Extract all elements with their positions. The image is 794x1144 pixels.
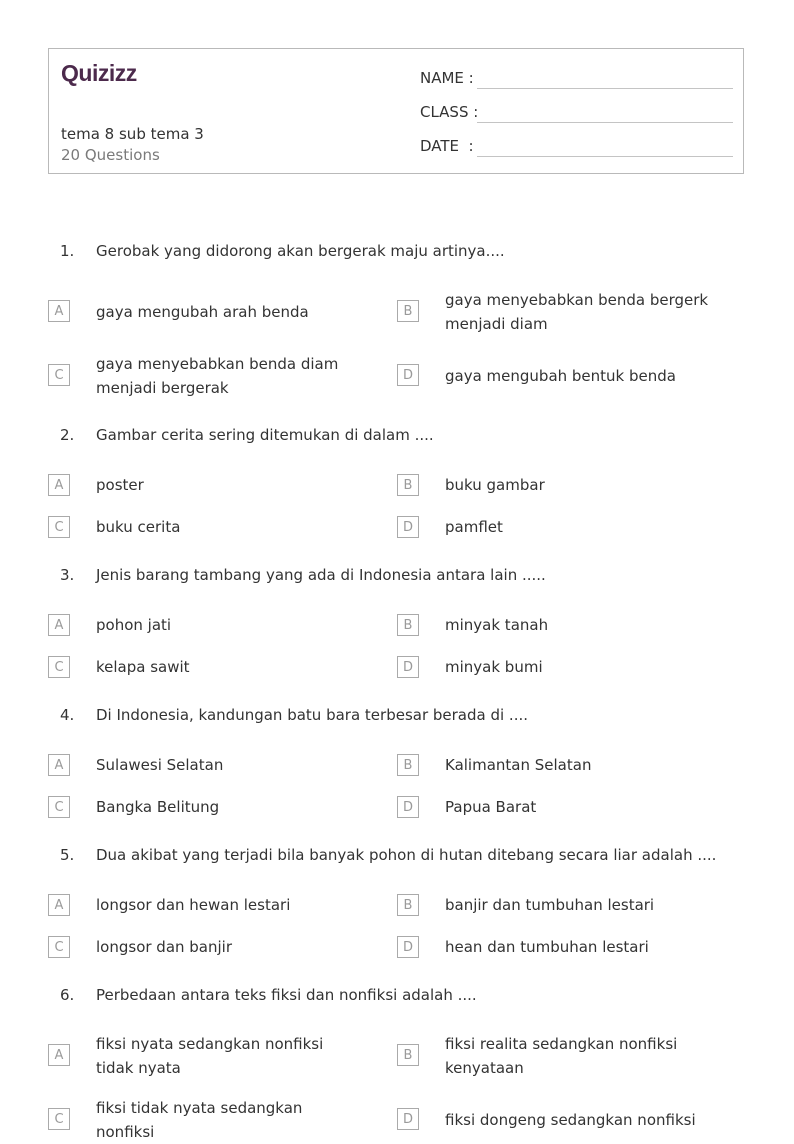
option-letter-box: D: [397, 516, 419, 538]
option-letter-box: D: [397, 656, 419, 678]
option-c[interactable]: [48, 795, 388, 819]
option-text: fiksi tidak nyata sedangkan nonfiksi: [96, 1099, 303, 1141]
option-d[interactable]: [397, 795, 737, 819]
option-letter-box: C: [48, 936, 70, 958]
option-letter-box: A: [48, 894, 70, 916]
option-b[interactable]: [397, 613, 737, 637]
option-text: gaya mengubah arah benda: [96, 303, 309, 321]
option-letter-box: D: [397, 1108, 419, 1130]
option-a[interactable]: [48, 473, 388, 497]
option-text: Bangka Belitung: [96, 798, 220, 816]
option-letter-box: C: [48, 516, 70, 538]
option-text: fiksi nyata sedangkan nonfiksi tidak nyata: [96, 1035, 324, 1077]
worksheet-header: [48, 48, 744, 174]
option-d[interactable]: [397, 935, 737, 959]
date-label: DATE :: [420, 137, 474, 155]
option-text: fiksi realita sedangkan nonfiksi kenyataan: [445, 1035, 678, 1077]
option-letter-box: B: [397, 894, 419, 916]
option-d[interactable]: [397, 352, 737, 400]
option-text: longsor dan banjir: [96, 938, 233, 956]
option-c[interactable]: [48, 935, 388, 959]
option-letter-box: A: [48, 474, 70, 496]
name-line: [477, 88, 733, 89]
option-c[interactable]: [48, 515, 388, 539]
option-text: gaya menyebabkan benda diam menjadi bergerak: [96, 355, 339, 397]
class-label: CLASS :: [420, 103, 479, 121]
question-text: Jenis barang tambang yang ada di Indonesia antara lain .....: [96, 566, 546, 584]
option-text: Sulawesi Selatan: [96, 756, 224, 774]
option-letter-box: D: [397, 936, 419, 958]
option-text: Papua Barat: [445, 798, 537, 816]
date-field[interactable]: [420, 135, 733, 157]
option-text: poster: [96, 476, 144, 494]
option-letter-box: B: [397, 300, 419, 322]
option-text: pohon jati: [96, 616, 172, 634]
option-letter-box: B: [397, 1044, 419, 1066]
question-number: 2.: [60, 426, 75, 444]
question-number: 3.: [60, 566, 75, 584]
option-text: buku cerita: [96, 518, 181, 536]
option-letter-box: A: [48, 754, 70, 776]
option-letter-box: C: [48, 656, 70, 678]
option-letter-box: D: [397, 796, 419, 818]
option-a[interactable]: [48, 1032, 388, 1080]
option-letter-box: C: [48, 1108, 70, 1130]
question-text: Gerobak yang didorong akan bergerak maju artinya....: [96, 242, 505, 260]
option-text: fiksi dongeng sedangkan nonfiksi: [445, 1111, 696, 1129]
option-a[interactable]: [48, 753, 388, 777]
option-letter-box: A: [48, 614, 70, 636]
option-b[interactable]: [397, 753, 737, 777]
class-field[interactable]: [420, 101, 733, 123]
option-text: hean dan tumbuhan lestari: [445, 938, 649, 956]
option-text: longsor dan hewan lestari: [96, 896, 291, 914]
option-a[interactable]: [48, 893, 388, 917]
option-text: gaya mengubah bentuk benda: [445, 367, 676, 385]
option-text: gaya menyebabkan benda bergerk menjadi diam: [445, 291, 709, 333]
option-b[interactable]: [397, 288, 737, 336]
option-letter-box: D: [397, 364, 419, 386]
option-text: Kalimantan Selatan: [445, 756, 592, 774]
svg-text:Quizizz: Quizizz: [61, 60, 137, 86]
option-d[interactable]: [397, 655, 737, 679]
worksheet-title: tema 8 sub tema 3: [61, 125, 204, 143]
option-b[interactable]: [397, 1032, 737, 1080]
question-text: Dua akibat yang terjadi bila banyak pohon di hutan ditebang secara liar adalah ....: [96, 846, 717, 864]
question-text: Di Indonesia, kandungan batu bara terbesar berada di ....: [96, 706, 529, 724]
option-letter-box: B: [397, 614, 419, 636]
option-text: banjir dan tumbuhan lestari: [445, 896, 655, 914]
question-text: Gambar cerita sering ditemukan di dalam ....: [96, 426, 434, 444]
option-text: kelapa sawit: [96, 658, 190, 676]
question-count: 20 Questions: [61, 146, 160, 164]
option-letter-box: A: [48, 1044, 70, 1066]
option-letter-box: B: [397, 474, 419, 496]
class-line: [477, 122, 733, 123]
option-text: minyak bumi: [445, 658, 543, 676]
question-text: Perbedaan antara teks fiksi dan nonfiksi adalah ....: [96, 986, 477, 1004]
date-line: [477, 156, 733, 157]
option-c[interactable]: [48, 1096, 388, 1144]
quizizz-logo: [61, 59, 153, 93]
option-letter-box: C: [48, 796, 70, 818]
option-a[interactable]: [48, 613, 388, 637]
option-b[interactable]: [397, 473, 737, 497]
option-d[interactable]: [397, 1096, 737, 1144]
option-c[interactable]: [48, 655, 388, 679]
question-number: 5.: [60, 846, 75, 864]
question-number: 4.: [60, 706, 75, 724]
option-text: buku gambar: [445, 476, 545, 494]
option-b[interactable]: [397, 893, 737, 917]
option-a[interactable]: [48, 288, 388, 336]
option-letter-box: A: [48, 300, 70, 322]
name-field[interactable]: [420, 67, 733, 89]
option-c[interactable]: [48, 352, 388, 400]
option-d[interactable]: [397, 515, 737, 539]
question-number: 1.: [60, 242, 75, 260]
option-letter-box: B: [397, 754, 419, 776]
option-text: pamflet: [445, 518, 503, 536]
option-text: minyak tanah: [445, 616, 549, 634]
option-letter-box: C: [48, 364, 70, 386]
name-label: NAME :: [420, 69, 474, 87]
question-number: 6.: [60, 986, 75, 1004]
